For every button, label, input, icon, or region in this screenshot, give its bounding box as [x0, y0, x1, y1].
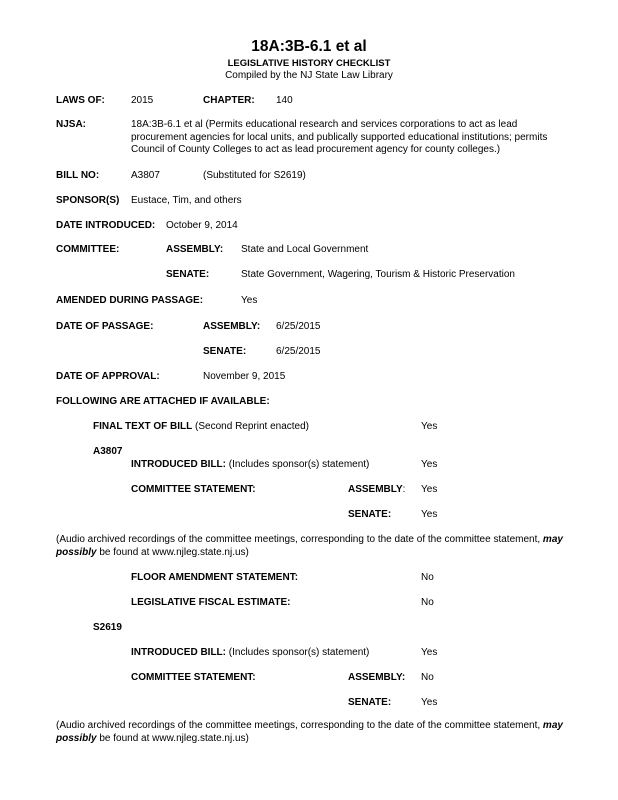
audio-note-1 — [56, 534, 576, 559]
date-of-approval-label: DATE OF APPROVAL: — [56, 371, 160, 382]
s2619-introduced-value: Yes — [421, 647, 438, 658]
s2619-senate-value: Yes — [421, 697, 438, 708]
a3807-assembly-value: Yes — [421, 484, 438, 495]
committee-senate-value: State Government, Wagering, Tourism & Historic Preservation — [241, 269, 515, 280]
final-text-value: Yes — [421, 421, 438, 432]
bill-no-value: A3807 — [131, 170, 160, 181]
date-of-approval-value: November 9, 2015 — [203, 371, 286, 382]
final-text-label: FINAL TEXT OF BILL — [93, 421, 193, 432]
document-subtitle: LEGISLATIVE HISTORY CHECKLIST — [227, 58, 391, 69]
sponsors-value: Eustace, Tim, and others — [131, 195, 242, 206]
s2619-introduced-label: INTRODUCED BILL: — [131, 647, 226, 658]
final-text-row — [93, 421, 309, 433]
bill-no-label: BILL NO: — [56, 170, 100, 181]
audio-note-text: (Audio archived recordings of the committee meetings, corresponding to the date of the committee statement, — [56, 534, 543, 545]
audio-note-text-end: be found at www.njleg.state.nj.us) — [96, 732, 249, 744]
a3807-senate-value: Yes — [421, 509, 438, 520]
a3807-heading: A3807 — [93, 446, 123, 457]
a3807-assembly-label-row — [348, 484, 405, 496]
s2619-heading: S2619 — [93, 622, 122, 633]
a3807-assembly-colon: : — [402, 484, 406, 495]
passage-senate-value: 6/25/2015 — [276, 346, 321, 357]
a3807-assembly-label: ASSEMBLY — [348, 484, 403, 495]
njsa-label: NJSA: — [56, 119, 87, 130]
s2619-assembly-label: ASSEMBLY: — [348, 672, 406, 683]
date-introduced-value: October 9, 2014 — [166, 220, 238, 231]
laws-of-label: LAWS OF: — [56, 95, 105, 106]
date-introduced-label: DATE INTRODUCED: — [56, 220, 156, 231]
passage-assembly-value: 6/25/2015 — [276, 321, 321, 332]
final-text-note: (Second Reprint enacted) — [195, 421, 310, 432]
a3807-floor-value: No — [421, 572, 434, 583]
amended-value: Yes — [241, 295, 258, 306]
njsa-value: 18A:3B-6.1 et al (Permits educational research and services corporations to act as lead procurement agencies for local units, and publically supported educational institutions; permits Council of County Colleges to act as lead procurement agency for county colleges.) — [131, 119, 548, 155]
document-title: 18A:3B-6.1 et al — [251, 38, 367, 55]
a3807-introduced-label: INTRODUCED BILL: — [131, 459, 226, 470]
a3807-floor-label: FLOOR AMENDMENT STATEMENT: — [131, 572, 299, 583]
audio-note-text: (Audio archived recordings of the committee meetings, corresponding to the date of the committee statement, — [56, 720, 543, 731]
audio-note-emphasis: may possibly — [56, 720, 563, 744]
a3807-fiscal-value: No — [421, 597, 434, 608]
a3807-senate-label: SENATE: — [348, 509, 392, 520]
committee-assembly-value: State and Local Government — [241, 244, 369, 255]
attached-heading: FOLLOWING ARE ATTACHED IF AVAILABLE: — [56, 396, 270, 407]
chapter-label: CHAPTER: — [203, 95, 255, 106]
sponsors-label: SPONSOR(S) — [56, 195, 120, 206]
bill-no-note: (Substituted for S2619) — [203, 170, 306, 181]
s2619-introduced-row — [131, 647, 369, 659]
s2619-assembly-value: No — [421, 672, 434, 683]
a3807-introduced-note: (Includes sponsor(s) statement) — [228, 459, 370, 470]
s2619-committee-label: COMMITTEE STATEMENT: — [131, 672, 256, 683]
committee-senate-label: SENATE: — [166, 269, 210, 280]
s2619-introduced-note: (Includes sponsor(s) statement) — [228, 647, 370, 658]
passage-assembly-label: ASSEMBLY: — [203, 321, 261, 332]
a3807-committee-label: COMMITTEE STATEMENT: — [131, 484, 256, 495]
a3807-introduced-value: Yes — [421, 459, 438, 470]
committee-label: COMMITTEE: — [56, 244, 120, 255]
amended-label: AMENDED DURING PASSAGE: — [56, 295, 204, 306]
a3807-introduced-row — [131, 459, 369, 471]
a3807-fiscal-label: LEGISLATIVE FISCAL ESTIMATE: — [131, 597, 291, 608]
compiled-by-line: Compiled by the NJ State Law Library — [225, 70, 393, 81]
laws-of-value: 2015 — [131, 95, 154, 106]
chapter-value: 140 — [276, 95, 293, 106]
committee-assembly-label: ASSEMBLY: — [166, 244, 224, 255]
audio-note-emphasis: may possibly — [56, 534, 563, 558]
audio-note-2 — [56, 720, 576, 745]
s2619-senate-label: SENATE: — [348, 697, 392, 708]
passage-senate-label: SENATE: — [203, 346, 247, 357]
audio-note-text-end: be found at www.njleg.state.nj.us) — [96, 546, 249, 558]
date-of-passage-label: DATE OF PASSAGE: — [56, 321, 154, 332]
